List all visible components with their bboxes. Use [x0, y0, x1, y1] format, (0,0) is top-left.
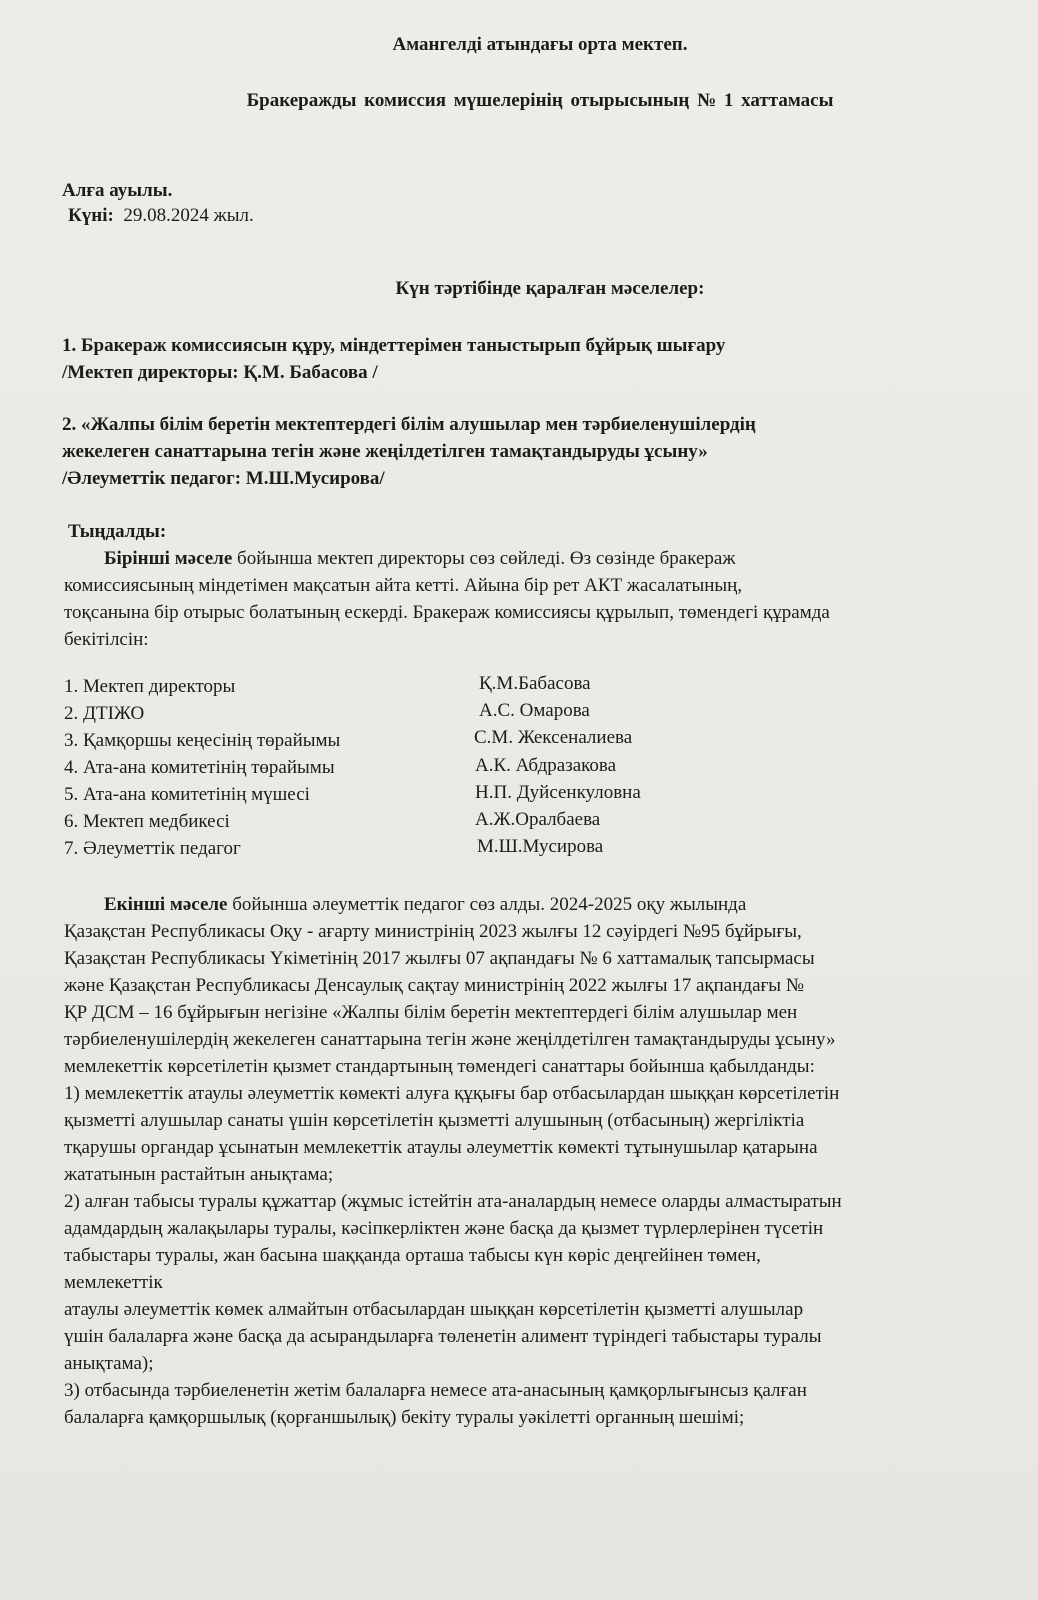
- list-line: тқарушы органдар ұсынатын мемлекеттік атаулы әлеуметтік көмекті тұтынушылар қатарына: [64, 1137, 818, 1158]
- village-name: Алға ауылы.: [62, 180, 173, 201]
- member-role: 1. Мектеп директоры: [64, 676, 236, 697]
- member-name: А.Ж.Оралбаева: [475, 809, 601, 830]
- list-line: 1) мемлекеттік атаулы әлеуметтік көмекті алуға құқығы бар отбасылардан шыққан көрсетілетін: [64, 1083, 840, 1104]
- documents-list: [64, 1080, 1034, 1431]
- member-role: 2. ДТІЖО: [64, 703, 145, 724]
- member-row: [64, 811, 764, 838]
- heard-label: Тыңдалды:: [68, 521, 167, 542]
- member-name: А.С. Омарова: [479, 700, 590, 721]
- second-issue-lead: Екінші мәселе: [104, 894, 228, 915]
- member-row: [64, 700, 764, 730]
- paragraph-line: тоқсанына бір отырыс болатының ескерді. Бракераж комиссиясы құрылып, төмендегі құрамда: [64, 602, 830, 623]
- date-label: Күні:: [68, 205, 114, 226]
- member-row: [64, 757, 764, 784]
- member-role: 4. Ата-ана комитетінің төрайымы: [64, 757, 335, 778]
- paragraph-line: Қазақстан Республикасы Оқу - ағарту министрінің 2023 жылғы 12 сәуірдегі №95 бұйрығы,: [64, 921, 802, 942]
- list-line: табыстары туралы, жан басына шаққанда орташа табысы күн көріс деңгейінен төмен,: [64, 1245, 761, 1266]
- paragraph-line: [64, 545, 1034, 572]
- agenda-item-2-line: жекелеген санаттарына тегін және жеңілдетілген тамақтандыруды ұсыну»: [62, 441, 708, 462]
- list-line: жататынын растайтын анықтама;: [64, 1164, 334, 1185]
- member-name: М.Ш.Мусирова: [477, 836, 604, 857]
- member-role: 5. Ата-ана комитетінің мүшесі: [64, 784, 310, 805]
- paragraph-line: тәрбиеленушілердің жекелеген санаттарына тегін және жеңілдетілген тамақтандыруды ұсыну»: [64, 1029, 836, 1050]
- member-row: [64, 784, 764, 811]
- agenda-item-1-line: 1. Бракераж комиссиясын құру, міндеттерімен таныстырып бұйрық шығару: [62, 335, 726, 356]
- member-name: Қ.М.Бабасова: [479, 673, 591, 694]
- commission-members-list: [64, 673, 764, 865]
- agenda-item-2-speaker: /Әлеуметтік педагог: М.Ш.Мусирова/: [62, 468, 385, 489]
- first-issue-lead: Бірінші мәселе: [104, 548, 233, 569]
- member-role: 3. Қамқоршы кеңесінің төрайымы: [64, 730, 341, 751]
- list-line: үшін балаларға және басқа да асырандыларға төленетін алимент түріндегі табыстары туралы: [64, 1326, 822, 1347]
- school-name: Амангелді атындағы орта мектеп.: [392, 34, 688, 55]
- agenda-item-2: [62, 411, 1022, 492]
- member-row: [64, 838, 764, 865]
- list-line: атаулы әлеуметтік көмек алмайтын отбасылардан шыққан көрсетілетін қызметті алушылар: [64, 1299, 804, 1320]
- list-line: қызметті алушылар санаты үшін көрсетілетін қызметті алушының (отбасының) жергіліктіа: [64, 1110, 805, 1131]
- paragraph-line: және Қазақстан Республикасы Денсаулық сақтау министрінің 2022 жылғы 17 ақпандағы №: [64, 975, 804, 996]
- paragraph-line: [64, 891, 1034, 918]
- document-title: Бракеражды комиссия мүшелерінің отырысының № 1 хаттамасы: [246, 90, 834, 111]
- list-line: балаларға қамқоршылық (қорғаншылық) бекіту туралы уәкілетті органның шешімі;: [64, 1407, 745, 1428]
- paragraph-line: мемлекеттік көрсетілетін қызмет стандартының төмендегі санаттары бойынша қабылданды:: [64, 1056, 815, 1077]
- list-line: адамдардың жалақылары туралы, кәсіпкерліктен және басқа да қызмет түрлерлерінен түсетін: [64, 1218, 824, 1239]
- member-name: Н.П. Дуйсенкуловна: [475, 782, 641, 803]
- second-issue-paragraph: [64, 891, 1034, 1080]
- paragraph-line: комиссиясының міндетімен мақсатын айта кетті. Айына бір рет АКТ жасалатының,: [64, 575, 743, 596]
- date-line: [68, 205, 254, 227]
- date-value: 29.08.2024 жыл.: [123, 205, 254, 226]
- list-line: 3) отбасында тәрбиеленетін жетім балаларға немесе ата-анасының қамқорлығынсыз қалған: [64, 1380, 807, 1401]
- paragraph-line: ҚР ДСМ – 16 бұйрығын негізіне «Жалпы білім беретін мектептердегі білім алушылар мен: [64, 1002, 798, 1023]
- agenda-item-1-speaker: /Мектеп директоры: Қ.М. Бабасова /: [62, 362, 378, 383]
- list-line: 2) алған табысы туралы құжаттар (жұмыс істейтін ата-аналардың немесе оларды алмастыратын: [64, 1191, 842, 1212]
- agenda-item-1: [62, 332, 1022, 386]
- first-issue-paragraph: [64, 545, 1034, 653]
- member-row: [64, 673, 764, 703]
- list-line: мемлекеттік: [64, 1272, 163, 1293]
- member-role: 7. Әлеуметтік педагог: [64, 838, 241, 859]
- member-name: С.М. Жексеналиева: [474, 727, 633, 748]
- paragraph-line: бекітілсін:: [64, 629, 149, 650]
- member-role: 6. Мектеп медбикесі: [64, 811, 230, 832]
- agenda-item-2-line: 2. «Жалпы білім беретін мектептердегі білім алушылар мен тәрбиеленушілердің: [62, 414, 756, 435]
- agenda-heading: Күн тәртібінде қаралған мәселелер:: [395, 278, 705, 299]
- member-name: А.К. Абдразакова: [475, 755, 617, 776]
- member-row: [64, 727, 764, 757]
- paragraph-text: бойынша мектеп директоры сөз сөйледі. Өз сөзінде бракераж: [232, 548, 736, 569]
- paragraph-text: бойынша әлеуметтік педагог сөз алды. 2024-2025 оқу жылында: [227, 894, 747, 915]
- paragraph-line: Қазақстан Республикасы Үкіметінің 2017 жылғы 07 ақпандағы № 6 хаттамалық тапсырмасы: [64, 948, 815, 969]
- list-line: анықтама);: [64, 1353, 154, 1374]
